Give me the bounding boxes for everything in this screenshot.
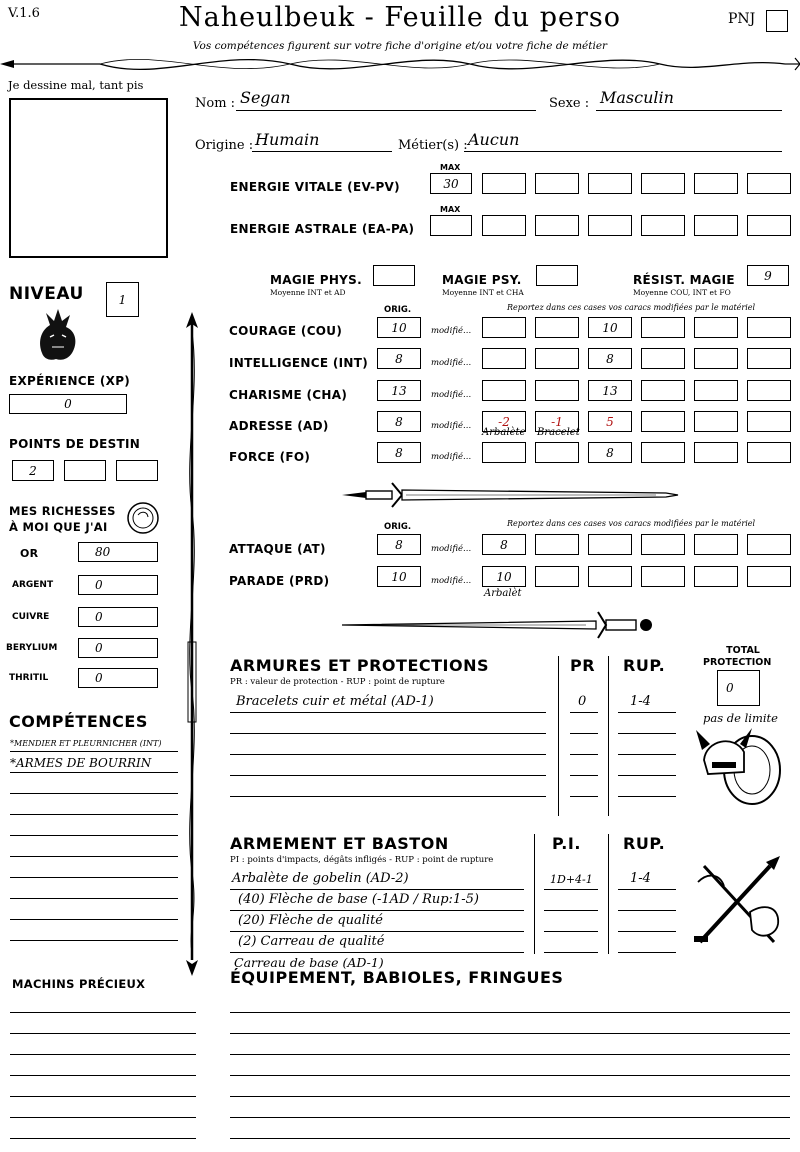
parade-m1[interactable] xyxy=(482,566,526,587)
ev-value: 30 xyxy=(443,176,459,191)
armure-row-line-2-pr xyxy=(570,733,598,734)
ea-max-box[interactable] xyxy=(430,215,472,236)
armures-rup-header: RUP. xyxy=(623,656,666,675)
portrait-caption: Je dessine mal, tant pis xyxy=(8,78,144,92)
carac-label-ad: ADRESSE (AD) xyxy=(229,419,329,433)
ev-box-4[interactable] xyxy=(588,173,632,194)
carac-m3-fo-value: 8 xyxy=(606,445,614,460)
ea-box-4[interactable] xyxy=(588,215,632,236)
combat-orig-label: ORIG. xyxy=(384,522,412,532)
arme-item-5-name[interactable]: Carreau de base (AD-1) xyxy=(234,955,384,970)
niveau-label: NIVEAU xyxy=(9,284,84,304)
argent-label: ARGENT xyxy=(12,580,54,590)
berylium-value: 0 xyxy=(95,641,103,655)
carac-orig-box-cha[interactable] xyxy=(377,380,421,401)
attaque-m6[interactable] xyxy=(747,534,791,555)
magie-phys-note: Moyenne INT et AD xyxy=(270,288,346,297)
armement-col-divider-1 xyxy=(534,834,535,954)
carac-m5-int[interactable] xyxy=(694,348,738,369)
armure-item-1-rup[interactable]: 1-4 xyxy=(630,694,651,709)
armures-legend: PR : valeur de protection - RUP : point de rupture xyxy=(230,677,445,687)
ev-box-2[interactable] xyxy=(482,173,526,194)
page-title: Naheulbeuk - Feuille du perso xyxy=(178,2,622,33)
sexe-label: Sexe : xyxy=(549,96,590,111)
crossed-weapons-icon xyxy=(690,852,786,952)
carac-modifie-int: modifié... xyxy=(431,358,472,368)
carac-m2-cha[interactable] xyxy=(535,380,579,401)
arme-row-line-1-pi xyxy=(544,889,598,890)
competences-title: COMPÉTENCES xyxy=(9,712,148,731)
berylium-label: BERYLIUM xyxy=(6,643,58,653)
arme-row-line-3 xyxy=(230,931,524,932)
resist-magie-value: 9 xyxy=(764,268,772,283)
pnj-label: PNJ xyxy=(728,11,756,27)
richesses-label-1: MES RICHESSES xyxy=(9,504,116,518)
or-value: 80 xyxy=(95,545,111,559)
ev-max-box[interactable] xyxy=(430,173,472,194)
competence-item-2[interactable]: *ARMES DE BOURRIN xyxy=(10,756,152,770)
page-subtitle: Vos compétences figurent sur votre fiche d'origine et/ou votre fiche de métier xyxy=(192,40,608,52)
carac-orig-cou: 10 xyxy=(391,320,407,335)
equipement-line-7 xyxy=(230,1138,790,1139)
dragon-icon xyxy=(32,303,84,363)
arme-item-2-name[interactable]: (40) Flèche de base (-1AD / Rup:1-5) xyxy=(238,892,479,907)
carac-m4-cou[interactable] xyxy=(641,317,685,338)
cuivre-box[interactable] xyxy=(78,607,158,627)
nom-value[interactable]: Segan xyxy=(240,88,291,107)
armure-row-line-1-rup xyxy=(618,712,676,713)
arme-row-line-4-pi xyxy=(544,952,598,953)
arme-row-line-2 xyxy=(230,910,524,911)
nom-label: Nom : xyxy=(195,96,236,111)
arme-item-1-pi[interactable]: 1D+4-1 xyxy=(550,873,593,886)
carac-m5-cha[interactable] xyxy=(694,380,738,401)
carac-label-cha: CHARISME (CHA) xyxy=(229,388,348,402)
equipement-line-5 xyxy=(230,1096,790,1097)
competence-line-2 xyxy=(10,772,178,773)
metier-label: Métier(s) : xyxy=(398,138,468,153)
competence-line-4 xyxy=(10,814,178,815)
armure-row-line-5-rup xyxy=(618,796,676,797)
machins-line-4 xyxy=(10,1075,196,1076)
carac-m3-ad[interactable] xyxy=(588,411,632,432)
magie-psy-box[interactable] xyxy=(536,265,578,286)
parade-label: PARADE (PRD) xyxy=(229,574,330,588)
parade-m6[interactable] xyxy=(747,566,791,587)
portrait-frame[interactable] xyxy=(9,98,168,258)
ea-box-5[interactable] xyxy=(641,215,685,236)
total-protection-box[interactable] xyxy=(717,670,760,706)
armure-row-line-3-pr xyxy=(570,754,598,755)
competence-line-5 xyxy=(10,835,178,836)
armement-col-divider-2 xyxy=(608,834,609,954)
competence-line-7 xyxy=(10,877,178,878)
arme-item-4-name[interactable]: (2) Carreau de qualité xyxy=(238,934,385,949)
cuivre-label: CUIVRE xyxy=(12,612,50,622)
carac-label-cou: COURAGE (COU) xyxy=(229,324,343,338)
ev-box-6[interactable] xyxy=(694,173,738,194)
equipement-line-4 xyxy=(230,1075,790,1076)
parade-m4[interactable] xyxy=(641,566,685,587)
title-vine-ornament xyxy=(0,52,800,78)
sword-ornament-top xyxy=(336,478,682,512)
armure-item-1-name[interactable]: Bracelets cuir et métal (AD-1) xyxy=(236,694,434,709)
armure-row-line-4 xyxy=(230,775,546,776)
carac-m5-cou[interactable] xyxy=(694,317,738,338)
machins-line-1 xyxy=(10,1012,196,1013)
carac-orig-box-ad[interactable] xyxy=(377,411,421,432)
carac-m4-cha[interactable] xyxy=(641,380,685,401)
arme-item-3-name[interactable]: (20) Flèche de qualité xyxy=(238,913,383,928)
competence-line-1 xyxy=(10,751,178,752)
origine-value[interactable]: Humain xyxy=(255,130,320,149)
carac-m6-int[interactable] xyxy=(747,348,791,369)
attaque-orig-box[interactable] xyxy=(377,534,421,555)
resist-magie-label: RÉSIST. MAGIE xyxy=(633,273,735,287)
carac-m2-cou[interactable] xyxy=(535,317,579,338)
ev-label: ENERGIE VITALE (EV-PV) xyxy=(230,180,400,194)
richesses-label-2: À MOI QUE J'AI xyxy=(9,520,108,534)
carac-m1-cha[interactable] xyxy=(482,380,526,401)
or-box[interactable] xyxy=(78,542,158,562)
thritil-label: THRITIL xyxy=(9,673,49,683)
carac-m2-int[interactable] xyxy=(535,348,579,369)
equipement-line-2 xyxy=(230,1033,790,1034)
carac-m4-ad[interactable] xyxy=(641,411,685,432)
competence-line-3 xyxy=(10,793,178,794)
armure-row-line-2 xyxy=(230,733,546,734)
magie-phys-label: MAGIE PHYS. xyxy=(270,273,362,287)
ea-box-6[interactable] xyxy=(694,215,738,236)
attaque-m4[interactable] xyxy=(641,534,685,555)
ea-box-2[interactable] xyxy=(482,215,526,236)
combat-note: Reportez dans ces cases vos caracs modifiées par le matériel xyxy=(507,519,756,528)
competence-line-8 xyxy=(10,898,178,899)
armure-row-line-2-rup xyxy=(618,733,676,734)
helmet-shield-icon xyxy=(694,726,786,810)
total-protection-value: 0 xyxy=(726,681,734,695)
equipement-line-1 xyxy=(230,1012,790,1013)
armure-row-line-4-rup xyxy=(618,775,676,776)
experience-label: EXPÉRIENCE (XP) xyxy=(9,374,131,388)
thritil-value: 0 xyxy=(95,671,103,685)
arme-item-1-name[interactable]: Arbalète de gobelin (AD-2) xyxy=(232,871,409,886)
carac-modifie-fo: modifié... xyxy=(431,452,472,462)
ea-box-7[interactable] xyxy=(747,215,791,236)
carac-m3-cou-value: 10 xyxy=(602,320,618,335)
attaque-modifie: modifié... xyxy=(431,544,472,554)
armure-row-line-3 xyxy=(230,754,546,755)
carac-m5-fo[interactable] xyxy=(694,442,738,463)
carac-m1-ad-value: -2 xyxy=(498,414,510,429)
armures-pr-header: PR xyxy=(570,656,596,675)
arme-row-line-4 xyxy=(230,952,524,953)
sexe-value[interactable]: Masculin xyxy=(600,88,674,107)
version-label: V.1.6 xyxy=(8,6,40,21)
carac-modifie-ad: modifié... xyxy=(431,421,472,431)
machins-line-3 xyxy=(10,1054,196,1055)
armure-item-1-pr[interactable]: 0 xyxy=(578,694,587,709)
parade-orig: 10 xyxy=(391,569,407,584)
armure-row-line-1 xyxy=(230,712,546,713)
armure-row-line-5-pr xyxy=(570,796,598,797)
armures-col-divider-2 xyxy=(608,656,609,816)
carac-m3-fo[interactable] xyxy=(588,442,632,463)
parade-m2[interactable] xyxy=(535,566,579,587)
competence-line-10 xyxy=(10,940,178,941)
ea-box-3[interactable] xyxy=(535,215,579,236)
carac-orig-label: ORIG. xyxy=(384,305,412,315)
pnj-checkbox[interactable] xyxy=(766,10,788,32)
carac-m6-cha[interactable] xyxy=(747,380,791,401)
carac-m3-ad-value: 5 xyxy=(606,414,614,429)
armure-row-line-1-pr xyxy=(570,712,598,713)
parade-m1-value: 10 xyxy=(496,569,512,584)
carac-orig-ad: 8 xyxy=(395,414,403,429)
limit-note: pas de limite xyxy=(703,711,778,725)
carac-m6-fo[interactable] xyxy=(747,442,791,463)
armure-row-line-3-rup xyxy=(618,754,676,755)
metier-underline xyxy=(464,151,782,152)
armures-col-divider-1 xyxy=(558,656,559,816)
carac-orig-fo: 8 xyxy=(395,445,403,460)
armement-pi-header: P.I. xyxy=(552,834,581,853)
carac-m3-int-value: 8 xyxy=(606,351,614,366)
equipement-line-3 xyxy=(230,1054,790,1055)
cuivre-value: 0 xyxy=(95,610,103,624)
thritil-box[interactable] xyxy=(78,668,158,688)
niveau-box[interactable] xyxy=(106,282,139,317)
magie-psy-note: Moyenne INT et CHA xyxy=(442,288,524,297)
carac-modifie-cha: modifié... xyxy=(431,390,472,400)
origine-underline xyxy=(252,151,392,152)
total-protection-label-2: PROTECTION xyxy=(703,657,772,668)
carac-m3-cha-value: 13 xyxy=(602,383,618,398)
armement-title: ARMEMENT ET BASTON xyxy=(230,834,449,853)
carac-m4-int[interactable] xyxy=(641,348,685,369)
attaque-m3[interactable] xyxy=(588,534,632,555)
destin-value: 2 xyxy=(29,463,37,478)
carac-m5-ad[interactable] xyxy=(694,411,738,432)
arme-row-line-4-rup xyxy=(618,952,676,953)
or-label: OR xyxy=(20,547,39,560)
argent-value: 0 xyxy=(95,578,103,592)
parade-modifie: modifié... xyxy=(431,576,472,586)
carac-m6-cou[interactable] xyxy=(747,317,791,338)
machins-line-5 xyxy=(10,1096,196,1097)
attaque-m1[interactable] xyxy=(482,534,526,555)
carac-m4-fo[interactable] xyxy=(641,442,685,463)
sword-ornament-bottom xyxy=(336,608,682,642)
competence-item-1[interactable]: *MENDIER ET PLEURNICHER (INT) xyxy=(10,739,162,748)
arme-row-line-3-pi xyxy=(544,931,598,932)
arme-row-line-2-pi xyxy=(544,910,598,911)
sexe-underline xyxy=(596,110,782,111)
attaque-label: ATTAQUE (AT) xyxy=(229,542,326,556)
resist-magie-note: Moyenne COU, INT et FO xyxy=(633,288,731,297)
arme-item-1-rup[interactable]: 1-4 xyxy=(630,871,651,886)
attaque-m2[interactable] xyxy=(535,534,579,555)
arme-row-line-2-rup xyxy=(618,910,676,911)
arme-row-line-1-rup xyxy=(618,889,676,890)
argent-box[interactable] xyxy=(78,575,158,595)
carac-m1-cou[interactable] xyxy=(482,317,526,338)
niveau-value: 1 xyxy=(118,292,127,307)
coin-icon xyxy=(126,501,160,535)
attaque-m1-value: 8 xyxy=(500,537,508,552)
armement-legend: PI : points d'impacts, dégâts infligés - RUP : point de rupture xyxy=(230,855,494,865)
carac-m3-cha[interactable] xyxy=(588,380,632,401)
ev-box-3[interactable] xyxy=(535,173,579,194)
machins-line-2 xyxy=(10,1033,196,1034)
parade-orig-box[interactable] xyxy=(377,566,421,587)
nom-underline xyxy=(236,110,536,111)
ad-note-bracelet: Bracelet xyxy=(537,427,580,438)
parade-m5[interactable] xyxy=(694,566,738,587)
experience-box[interactable] xyxy=(9,394,127,414)
armement-rup-header: RUP. xyxy=(623,834,666,853)
carac-orig-cha: 13 xyxy=(391,383,407,398)
carac-m6-ad[interactable] xyxy=(747,411,791,432)
carac-note: Reportez dans ces cases vos caracs modifiées par le matériel xyxy=(507,303,756,312)
carac-m3-int[interactable] xyxy=(588,348,632,369)
arme-row-line-3-rup xyxy=(618,931,676,932)
attaque-orig: 8 xyxy=(395,537,403,552)
parade-m3[interactable] xyxy=(588,566,632,587)
origine-label: Origine : xyxy=(195,138,254,153)
competence-line-9 xyxy=(10,919,178,920)
destin-label: POINTS DE DESTIN xyxy=(9,437,141,451)
destin-box-3[interactable] xyxy=(116,460,158,481)
ad-note-arbalete: Arbalète xyxy=(482,427,526,438)
carac-label-fo: FORCE (FO) xyxy=(229,450,311,464)
machins-title: MACHINS PRÉCIEUX xyxy=(12,977,146,991)
competence-line-6 xyxy=(10,856,178,857)
ea-label: ENERGIE ASTRALE (EA-PA) xyxy=(230,222,415,236)
magie-phys-box[interactable] xyxy=(373,265,415,286)
carac-orig-box-cou[interactable] xyxy=(377,317,421,338)
carac-m2-ad-value: -1 xyxy=(551,414,563,429)
ev-max-label: MAX xyxy=(440,163,461,172)
destin-box-1[interactable] xyxy=(12,460,54,481)
armures-title: ARMURES ET PROTECTIONS xyxy=(230,656,489,675)
attaque-m5[interactable] xyxy=(694,534,738,555)
carac-orig-box-fo[interactable] xyxy=(377,442,421,463)
arme-row-line-1 xyxy=(230,889,524,890)
berylium-box[interactable] xyxy=(78,638,158,658)
machins-line-6 xyxy=(10,1117,196,1118)
carac-m1-fo[interactable] xyxy=(482,442,526,463)
magie-psy-label: MAGIE PSY. xyxy=(442,273,522,287)
armure-row-line-4-pr xyxy=(570,775,598,776)
destin-box-2[interactable] xyxy=(64,460,106,481)
experience-value: 0 xyxy=(64,397,72,411)
ea-max-label: MAX xyxy=(440,205,461,214)
carac-m1-int[interactable] xyxy=(482,348,526,369)
metier-value[interactable]: Aucun xyxy=(468,130,520,149)
prd-note: Arbalèt xyxy=(484,588,522,599)
armure-row-line-5 xyxy=(230,796,546,797)
carac-m2-fo[interactable] xyxy=(535,442,579,463)
resist-magie-box[interactable] xyxy=(747,265,789,286)
carac-modifie-cou: modifié... xyxy=(431,326,472,336)
equipement-title: ÉQUIPEMENT, BABIOLES, FRINGUES xyxy=(230,968,564,987)
carac-orig-int: 8 xyxy=(395,351,403,366)
spear-ornament xyxy=(180,312,204,976)
carac-orig-box-int[interactable] xyxy=(377,348,421,369)
machins-line-7 xyxy=(10,1138,196,1139)
equipement-line-6 xyxy=(230,1117,790,1118)
ev-box-7[interactable] xyxy=(747,173,791,194)
total-protection-label-1: TOTAL xyxy=(726,645,760,656)
carac-m3-cou[interactable] xyxy=(588,317,632,338)
carac-label-int: INTELLIGENCE (INT) xyxy=(229,356,368,370)
ev-box-5[interactable] xyxy=(641,173,685,194)
